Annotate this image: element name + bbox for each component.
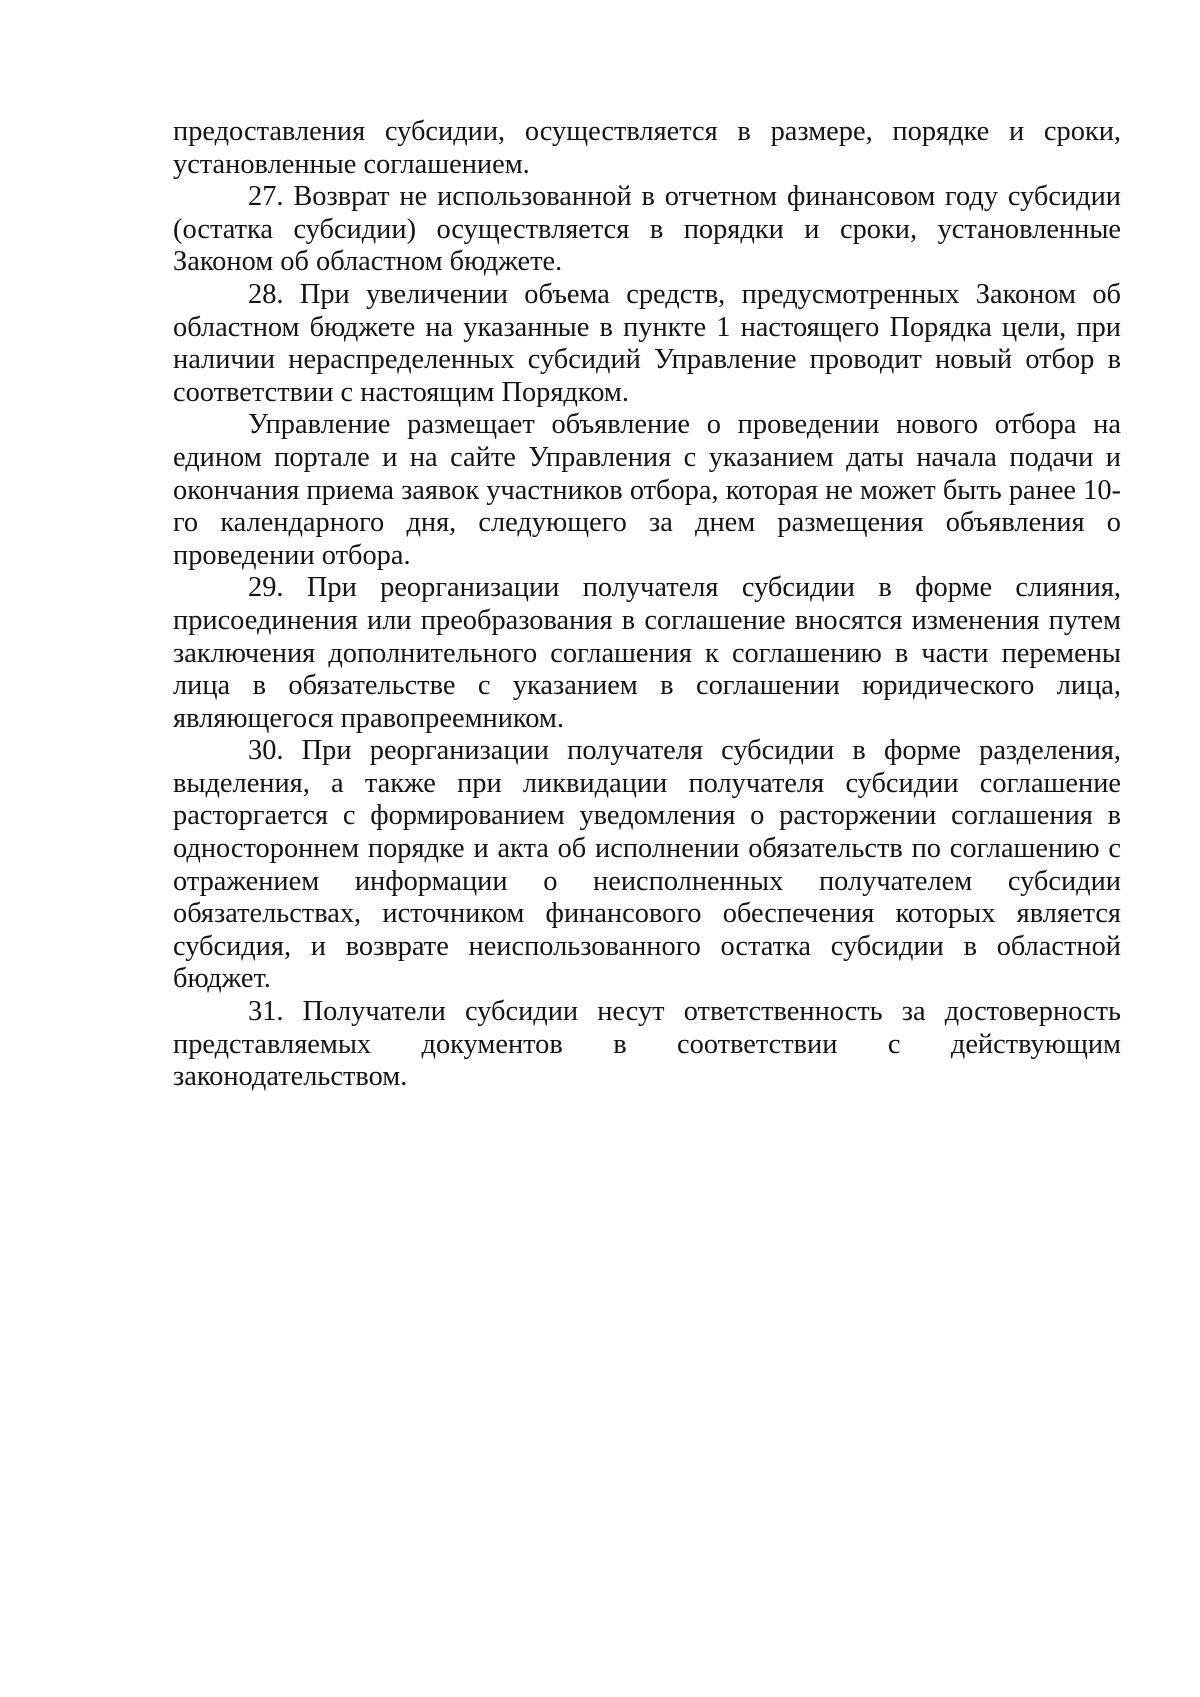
paragraph-continuation: предоставления субсидии, осуществляется в размере, порядке и сроки, установленные соглашением.	[173, 116, 1121, 180]
paragraph-30: 30. При реорганизации получателя субсидии в форме разделения, выделения, а также при ликвидации получателя субсидии соглашение расторгается с формированием уведомления о расторжении соглашения в одностороннем порядке и акта об исполнении обязательств по соглашению с отражением информации о неисполненных получателем субсидии обязательствах, источником финансового обеспечения которых является субсидия, и возврате неиспользованного остатка субсидии в областной бюджет.	[173, 735, 1121, 995]
paragraph-31: 31. Получатели субсидии несут ответственность за достоверность представляемых документов в соответствии с действующим законодательством.	[173, 996, 1121, 1093]
paragraph-28-announcement: Управление размещает объявление о проведении нового отбора на едином портале и на сайте Управления с указанием даты начала подачи и окончания приема заявок участников отбора, которая не может быть ранее 10-го календарного дня, следующего за днем размещения объявления о проведении отбора.	[173, 409, 1121, 571]
paragraph-27: 27. Возврат не использованной в отчетном финансовом году субсидии (остатка субсидии) осуществляется в порядки и сроки, установленные Законом об областном бюджете.	[173, 181, 1121, 278]
paragraph-28: 28. При увеличении объема средств, предусмотренных Законом об областном бюджете на указанные в пункте 1 настоящего Порядка цели, при наличии нераспределенных субсидий Управление проводит новый отбор в соответствии с настоящим Порядком.	[173, 278, 1121, 408]
paragraph-29: 29. При реорганизации получателя субсидии в форме слияния, присоединения или преобразования в соглашение вносятся изменения путем заключения дополнительного соглашения к соглашению в части перемены лица в обязательстве с указанием в соглашении юридического лица, являющегося правопреемником.	[173, 572, 1121, 734]
document-body	[173, 116, 1121, 1094]
